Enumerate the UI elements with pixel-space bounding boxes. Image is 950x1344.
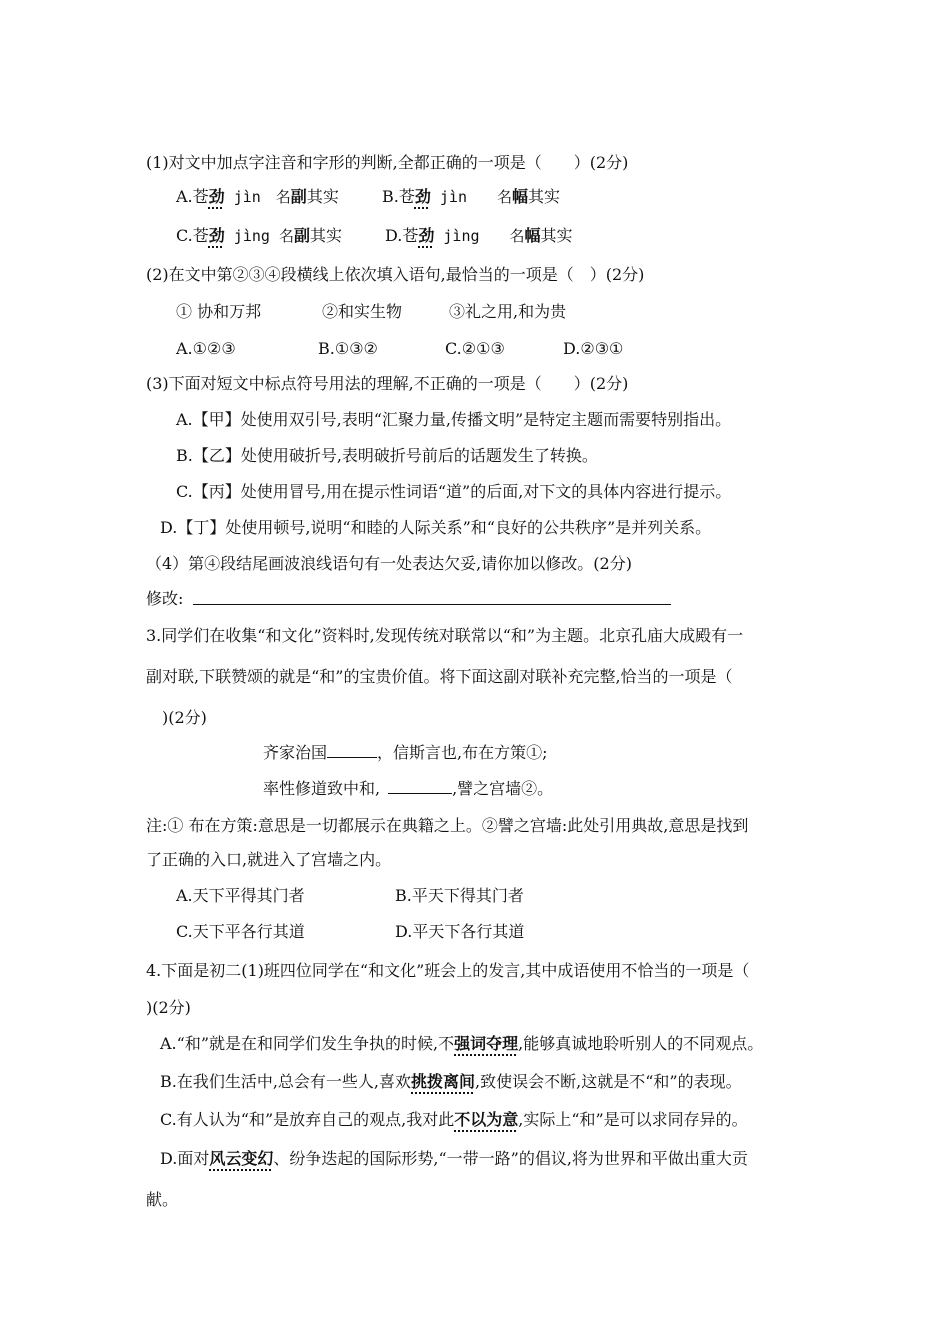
p3-option-b[interactable]: B.平天下得其门者 [395, 886, 524, 905]
q3-option-d[interactable]: D.【丁】处使用顿号,说明“和睦的人际关系”和“良好的公共秩序”是并列关系。 [160, 518, 712, 537]
p3-note-1: 注:① 布在方策:意思是一切都展示在典籍之上。②譬之宫墙:此处引用典故,意思是找到 [146, 816, 749, 835]
q3-option-c[interactable]: C.【丙】处使用冒号,用在提示性词语“道”的后面,对下文的具体内容进行提示。 [176, 482, 732, 501]
p3-note-2: 了正确的入口,就进入了宫墙之内。 [146, 850, 392, 869]
dotted-char: 劲 [414, 187, 431, 206]
p3-option-d[interactable]: D.平天下各行其道 [395, 922, 525, 941]
p4-line-2: )(2分) [146, 998, 191, 1017]
dotted-char: 劲 [208, 226, 225, 245]
p3-line-3: )(2分) [146, 708, 207, 727]
q3-stem: (3)下面对短文中标点符号用法的理解,不正确的一项是（ ）(2分) [146, 374, 629, 393]
q2-stem: (2)在文中第②③④段横线上依次填入语句,最恰当的一项是（ ）(2分) [146, 265, 645, 284]
couplet-line-1: 齐家治国 ，信斯言也,布在方策①; [263, 743, 548, 762]
q2-option-b[interactable]: B.①③② [318, 339, 378, 358]
p4-option-d-continued: 献。 [146, 1190, 179, 1209]
idiom-c: 不以为意 [454, 1110, 519, 1129]
q3-option-b[interactable]: B.【乙】处使用破折号,表明破折号前后的话题发生了转换。 [176, 446, 598, 465]
idiom-b: 挑拨离间 [411, 1072, 476, 1091]
q1-option-a[interactable]: A.苍劲 jìn 名副其实 [176, 187, 339, 206]
couplet-blank-2[interactable] [388, 779, 452, 794]
dotted-char: 劲 [208, 187, 225, 206]
q1-option-b[interactable]: B.苍劲 jìn 名幅其实 [382, 187, 561, 206]
couplet-blank-1[interactable] [327, 743, 377, 758]
p4-line-1: 4.下面是初二(1)班四位同学在“和文化”班会上的发言,其中成语使用不恰当的一项是（ [146, 961, 750, 980]
p4-option-c[interactable]: C.有人认为“和”是放弃自己的观点,我对此不以为意,实际上“和”是可以求同存异的。 [160, 1110, 748, 1129]
q1-stem: (1)对文中加点字注音和字形的判断,全都正确的一项是（ ）(2分) [146, 153, 629, 172]
p4-option-b[interactable]: B.在我们生活中,总会有一些人,喜欢挑拨离间,致使误会不断,这就是不“和”的表现。 [160, 1072, 742, 1091]
couplet-line-2: 率性修道致中和, ,譬之宫墙②。 [263, 779, 554, 798]
p3-line-1: 3.同学们在收集“和文化”资料时,发现传统对联常以“和”为主题。北京孔庙大成殿有一 [146, 626, 744, 645]
idiom-a: 强词夺理 [454, 1034, 519, 1053]
answer-label: 修改: [146, 589, 184, 608]
q2-option-d[interactable]: D.②③① [563, 339, 624, 358]
dotted-char: 劲 [418, 226, 435, 245]
idiom-d: 风云变幻 [209, 1149, 274, 1168]
q2-sentence-1: ① 协和万邦 [176, 302, 262, 321]
p4-option-d[interactable]: D.面对风云变幻、纷争迭起的国际形势,“一带一路”的倡议,将为世界和平做出重大贡 [160, 1149, 748, 1168]
q1-option-d[interactable]: D.苍劲 jìng 名幅其实 [385, 226, 573, 245]
q2-option-a[interactable]: A.①②③ [176, 339, 236, 358]
p4-option-a[interactable]: A.“和”就是在和同学们发生争执的时候,不强词夺理,能够真诚地聆听别人的不同观点。 [160, 1034, 764, 1053]
q2-option-c[interactable]: C.②①③ [445, 339, 505, 358]
p3-option-c[interactable]: C.天下平各行其道 [176, 922, 305, 941]
q4-answer-row [146, 589, 183, 609]
q1-option-c[interactable]: C.苍劲 jìng 名副其实 [176, 226, 342, 245]
q3-option-a[interactable]: A.【甲】处使用双引号,表明“汇聚力量,传播文明”是特定主题而需要特别指出。 [176, 410, 732, 429]
p3-line-2: 副对联,下联赞颂的就是“和”的宝贵价值。将下面这副对联补充完整,恰当的一项是（ [146, 667, 733, 686]
answer-blank-line[interactable] [193, 604, 671, 605]
p3-option-a[interactable]: A.天下平得其门者 [176, 886, 305, 905]
q4-stem: （4）第④段结尾画波浪线语句有一处表达欠妥,请你加以修改。(2分) [146, 554, 632, 573]
q2-sentence-3: ③礼之用,和为贵 [449, 302, 567, 321]
q2-sentence-2: ②和实生物 [322, 302, 403, 321]
